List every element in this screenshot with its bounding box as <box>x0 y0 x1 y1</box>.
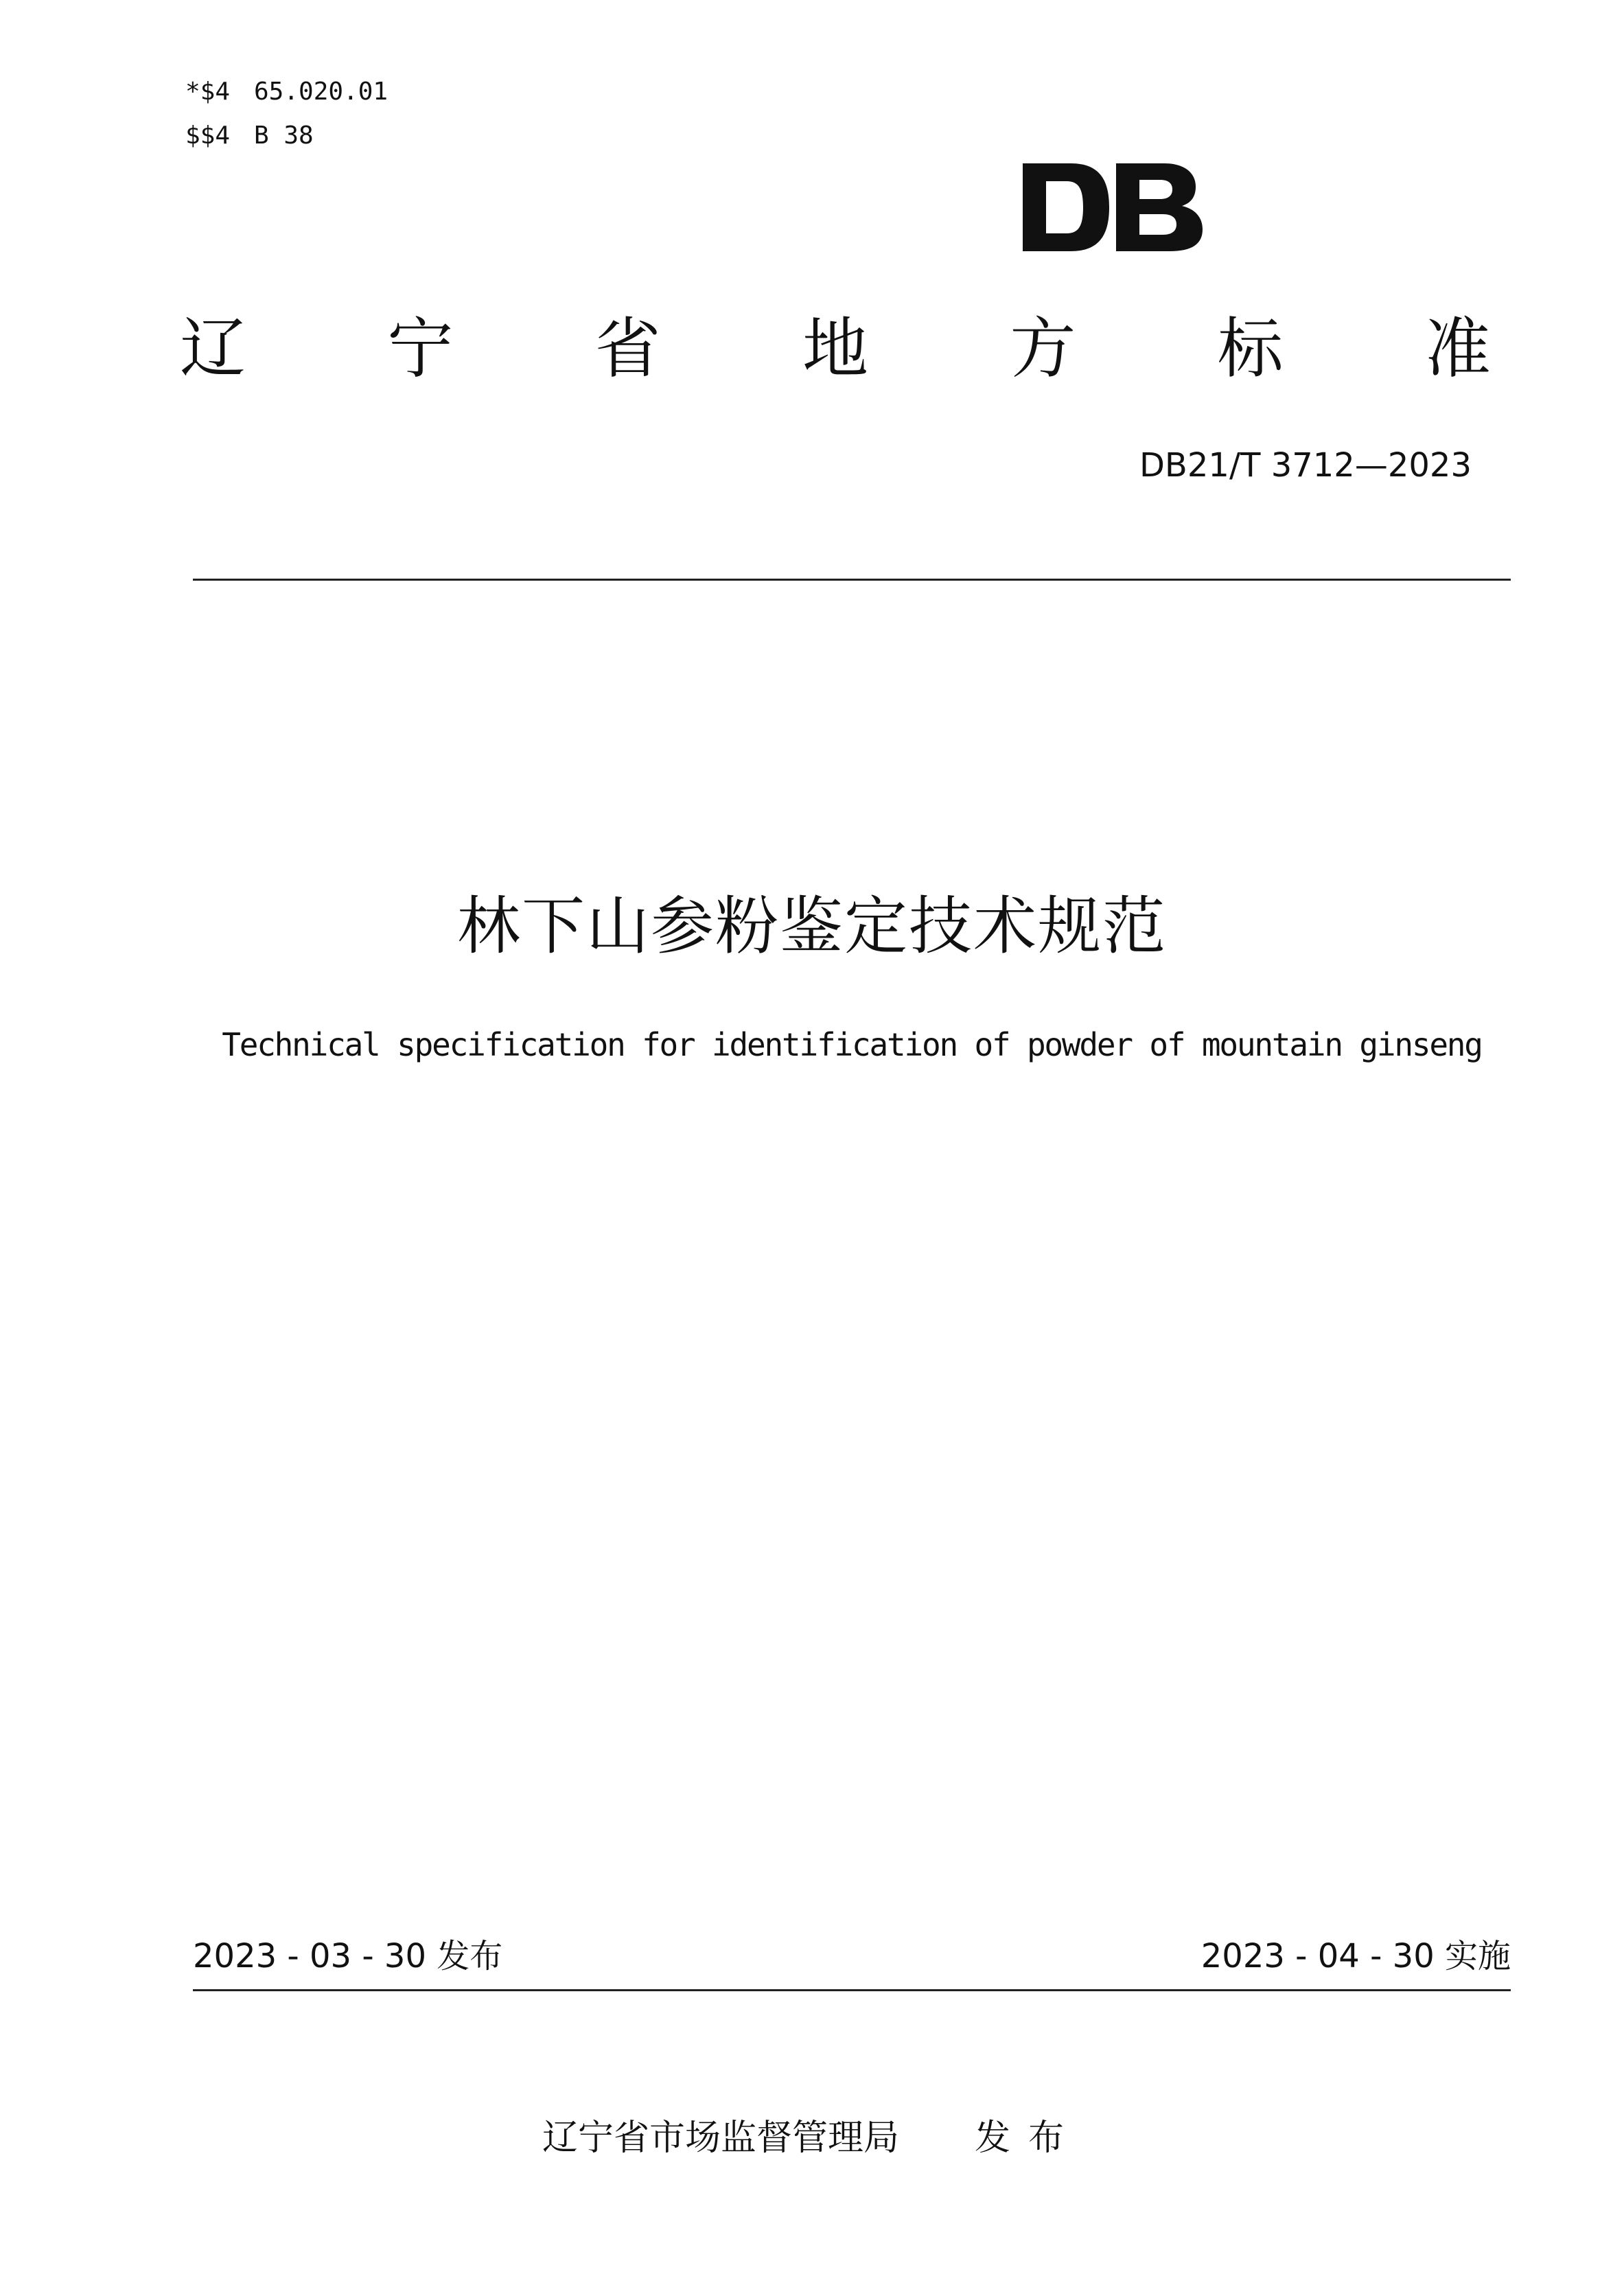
standard-category-char: 标 <box>1217 310 1284 387</box>
issue-date: 2023 - 03 - 30 发布 <box>193 1937 503 1975</box>
footer-divider <box>193 1989 1511 1991</box>
ccs-label: $$4 <box>185 121 231 150</box>
db-logo <box>1023 163 1203 251</box>
standard-category-char: 地 <box>802 310 868 387</box>
issuer <box>0 2114 1624 2162</box>
standard-category-char: 准 <box>1424 310 1491 387</box>
issuer-action: 发布 <box>975 2118 1082 2159</box>
standard-category-char: 宁 <box>387 310 454 387</box>
standard-category-char: 省 <box>594 310 661 387</box>
standard-code: DB21/T 3712—2023 <box>1139 446 1472 485</box>
document-title-en: Technical specification for identification of powder of mountain ginseng <box>222 1026 1482 1063</box>
ics-classification <box>185 77 388 107</box>
issuer-organization: 辽宁省市场监督管理局 <box>542 2118 899 2159</box>
ccs-code: B 38 <box>254 121 314 150</box>
header-divider <box>193 579 1511 581</box>
ccs-classification <box>185 121 314 151</box>
ics-code: 65.020.01 <box>254 78 388 106</box>
implementation-date: 2023 - 04 - 30 实施 <box>1200 1937 1511 1975</box>
standard-category-char: 辽 <box>180 310 246 387</box>
document-title-cn: 林下山参粉鉴定技术规范 <box>456 890 1167 963</box>
standard-category-char: 方 <box>1010 310 1076 387</box>
standard-category <box>180 308 1491 390</box>
ics-label: *$4 <box>185 78 231 106</box>
